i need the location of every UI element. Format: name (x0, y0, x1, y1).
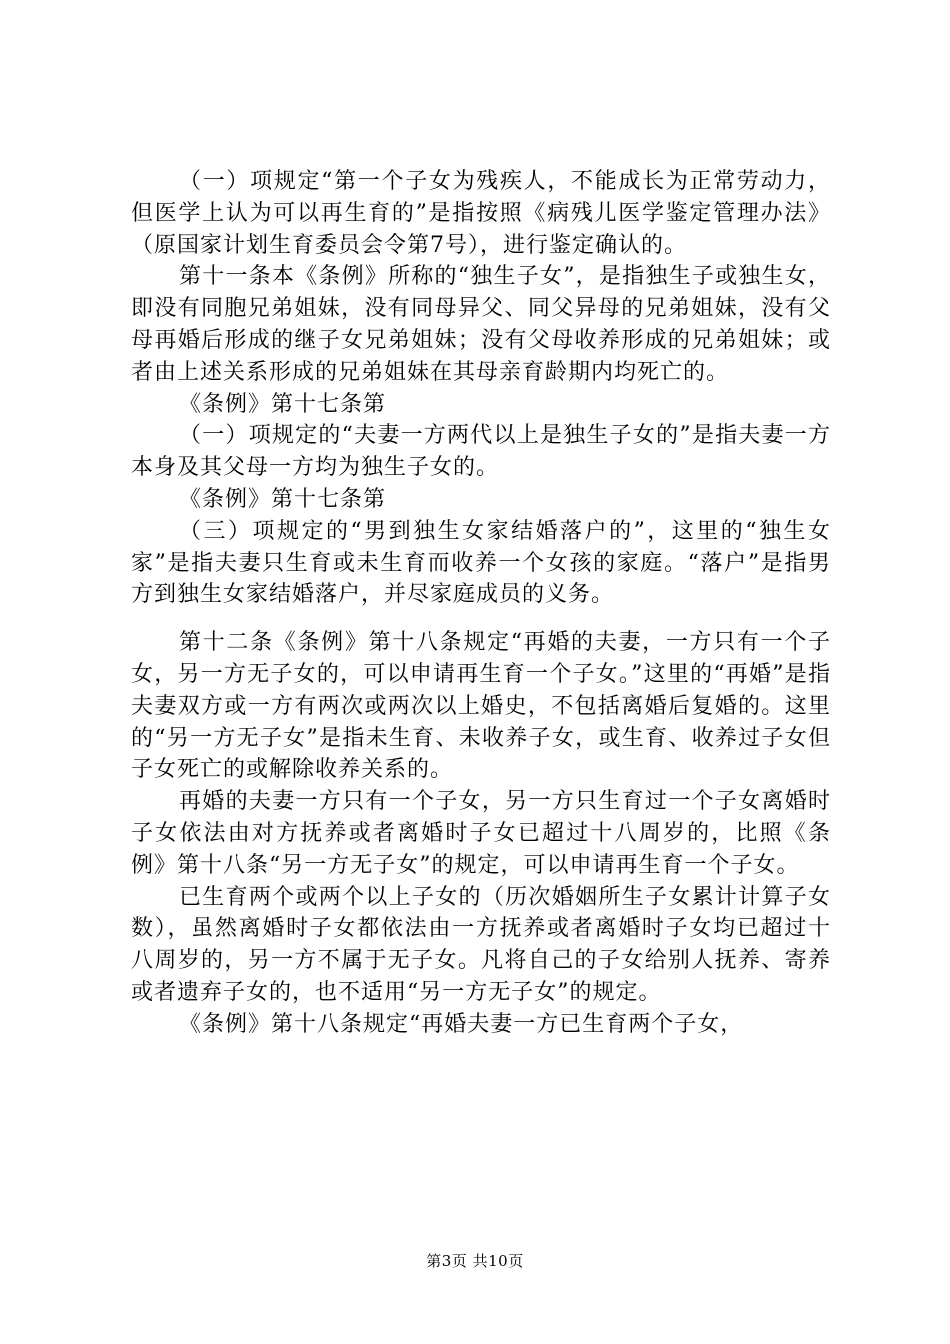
paragraph: 《条例》第十七条第 (179, 391, 387, 417)
paragraph: 《条例》第十八条规定“再婚夫妻一方已生育两个子女， (179, 1011, 744, 1037)
paragraph: （一）项规定“第一个子女为残疾人，不能成长为正常劳动力，但医学上认为可以再生育的”是指按照《病残儿医学鉴定管理办法》（原国家计划生育委员会令第7号），进行鉴定确认的。 (131, 169, 831, 258)
paragraph: 已生育两个或两个以上子女的（历次婚姻所生子女累计计算子女数），虽然离婚时子女都依法由一方抚养或者离婚时子女均已超过十八周岁的，另一方不属于无子女。凡将自己的子女给别人抚养、寄养或者遗弃子女的，也不适用“另一方无子女”的规定。 (131, 884, 831, 1005)
paragraph: （一）项规定的“夫妻一方两代以上是独生子女的”是指夫妻一方本身及其父母一方均为独生子女的。 (131, 423, 831, 481)
paragraph: 《条例》第十七条第 (179, 486, 387, 512)
paragraph: 第十二条《条例》第十八条规定“再婚的夫妻，一方只有一个子女，另一方无子女的，可以申请再生育一个子女。”这里的“再婚”是指夫妻双方或一方有两次或两次以上婚史，不包括离婚后复婚的。这里的“另一方无子女”是指未生育、未收养子女，或生育、收养过子女但子女死亡的或解除收养关系的。 (131, 630, 831, 783)
paragraph: 第十一条本《条例》所称的“独生子女”，是指独生子或独生女，即没有同胞兄弟姐妹，没有同母异父、同父异母的兄弟姐妹，没有父母再婚后形成的继子女兄弟姐妹；没有父母收养形成的兄弟姐妹；或者由上述关系形成的兄弟姐妹在其母亲育龄期内均死亡的。 (131, 264, 831, 385)
paragraph: （三）项规定的“男到独生女家结婚落户的”，这里的“独生女家”是指夫妻只生育或未生育而收养一个女孩的家庭。“落户”是指男方到独生女家结婚落户，并尽家庭成员的义务。 (131, 518, 831, 608)
document-body (131, 166, 831, 1041)
page-footer: 第3页 共10页 (426, 1252, 524, 1270)
paragraph: 再婚的夫妻一方只有一个子女，另一方只生育过一个子女离婚时子女依法由对方抚养或者离婚时子女已超过十八周岁的，比照《条例》第十八条“另一方无子女”的规定，可以申请再生育一个子女。 (131, 789, 831, 878)
